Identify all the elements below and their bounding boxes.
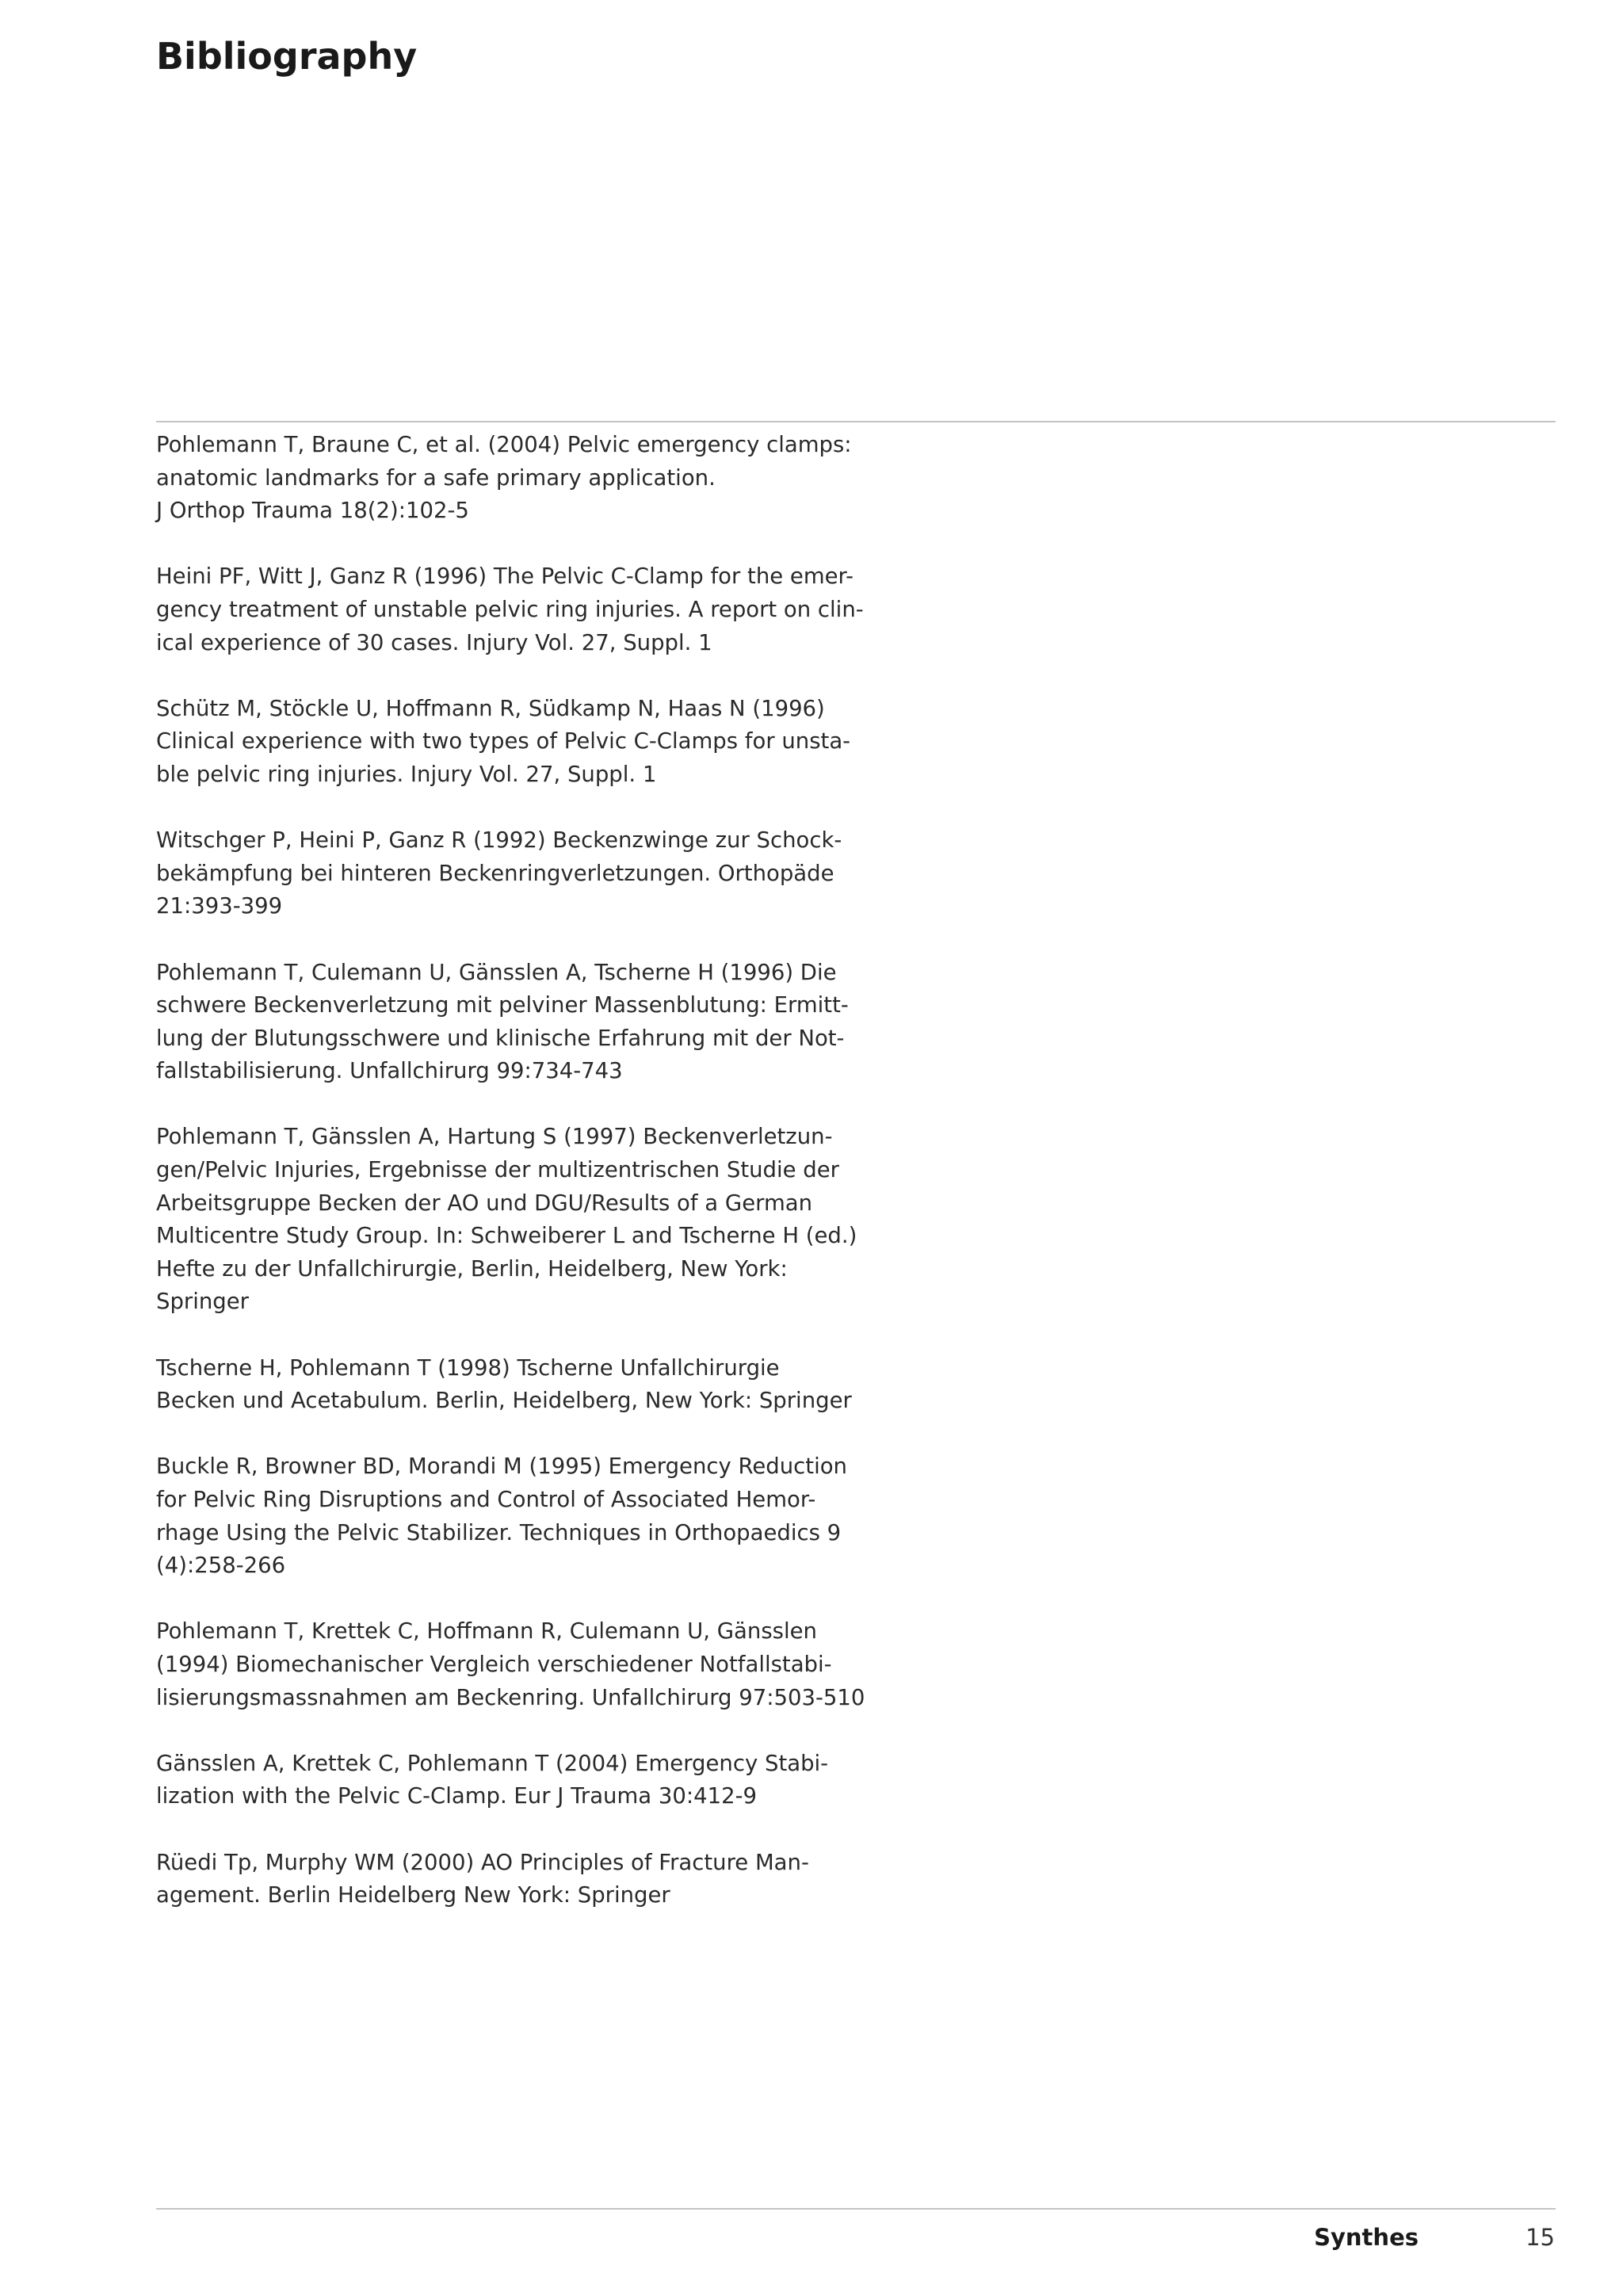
bibliography-entry [156, 1450, 869, 1582]
bibliography-entry-line: lization with the Pelvic C-Clamp. Eur J Trauma 30:412-9 [156, 1783, 758, 1809]
bibliography-entry-line: (4):258-266 [156, 1553, 286, 1579]
bibliography-entry-line: agement. Berlin Heidelberg New York: Springer [156, 1882, 670, 1908]
bibliography-entry-line: bekämpfung bei hinteren Beckenringverletzungen. Orthopäde [156, 860, 834, 886]
bibliography-entry-line: 21:393-399 [156, 893, 283, 919]
bibliography-list [156, 429, 869, 1945]
bibliography-entry-line: Schütz M, Stöckle U, Hoffmann R, Südkamp N, Haas N (1996) [156, 695, 825, 721]
bibliography-entry-line: Gänsslen A, Krettek C, Pohlemann T (2004) Emergency Stabi- [156, 1750, 829, 1776]
footer-brand: Synthes [1314, 2224, 1419, 2251]
bibliography-entry-line: gency treatment of unstable pelvic ring injuries. A report on clin- [156, 596, 864, 622]
bibliography-entry-line: Pohlemann T, Culemann U, Gänsslen A, Tscherne H (1996) Die [156, 959, 837, 985]
bibliography-entry-line: Multicentre Study Group. In: Schweiberer L and Tscherne H (ed.) [156, 1223, 857, 1249]
bibliography-entry [156, 1748, 869, 1813]
bibliography-entry [156, 957, 869, 1088]
bibliography-entry-line: for Pelvic Ring Disruptions and Control of Associated Hemor- [156, 1487, 816, 1512]
bibliography-entry-line: Witschger P, Heini P, Ganz R (1992) Beckenzwinge zur Schock- [156, 827, 842, 854]
bibliography-entry-line: rhage Using the Pelvic Stabilizer. Techniques in Orthopaedics 9 [156, 1519, 842, 1545]
bibliography-entry [156, 560, 869, 659]
bibliography-entry-line: fallstabilisierung. Unfallchirurg 99:734-743 [156, 1058, 623, 1084]
bibliography-entry-line: Arbeitsgruppe Becken der AO und DGU/Results of a German [156, 1190, 813, 1216]
bibliography-entry [156, 429, 869, 528]
bibliography-entry [156, 693, 869, 792]
bibliography-entry-line: Becken und Acetabulum. Berlin, Heidelberg, New York: Springer [156, 1388, 852, 1414]
page-number: 15 [1526, 2224, 1555, 2251]
bibliography-entry-line: ble pelvic ring injuries. Injury Vol. 27, Suppl. 1 [156, 761, 657, 787]
bibliography-entry-line: anatomic landmarks for a safe primary application. [156, 464, 716, 491]
bibliography-entry-line: Pohlemann T, Gänsslen A, Hartung S (1997) Beckenverletzun- [156, 1124, 833, 1150]
bottom-divider [156, 2208, 1556, 2210]
bibliography-entry-line: lisierungsmassnahmen am Beckenring. Unfallchirurg 97:503-510 [156, 1684, 865, 1710]
bibliography-entry [156, 1615, 869, 1714]
bibliography-entry [156, 824, 869, 923]
bibliography-entry [156, 1847, 869, 1912]
bibliography-entry-line: gen/Pelvic Injuries, Ergebnisse der multizentrischen Studie der [156, 1157, 839, 1183]
bibliography-entry [156, 1121, 869, 1319]
bibliography-entry-line: Springer [156, 1289, 249, 1315]
bibliography-entry-line: ical experience of 30 cases. Injury Vol. 27, Suppl. 1 [156, 629, 712, 655]
bibliography-entry-line: J Orthop Trauma 18(2):102-5 [156, 498, 469, 524]
bibliography-entry-line: lung der Blutungsschwere und klinische Erfahrung mit der Not- [156, 1025, 845, 1051]
top-divider [156, 421, 1556, 422]
bibliography-entry-line: Hefte zu der Unfallchirurgie, Berlin, Heidelberg, New York: [156, 1255, 788, 1282]
bibliography-entry [156, 1352, 869, 1418]
bibliography-entry-line: Tscherne H, Pohlemann T (1998) Tscherne Unfallchirurgie [156, 1354, 780, 1381]
bibliography-entry-line: Pohlemann T, Braune C, et al. (2004) Pelvic emergency clamps: [156, 432, 852, 457]
bibliography-entry-line: schwere Beckenverletzung mit pelviner Massenblutung: Ermitt- [156, 992, 849, 1018]
bibliography-entry-line: (1994) Biomechanischer Vergleich verschiedener Notfallstabi- [156, 1651, 832, 1677]
bibliography-entry-line: Buckle R, Browner BD, Morandi M (1995) Emergency Reduction [156, 1454, 847, 1480]
bibliography-entry-line: Heini PF, Witt J, Ganz R (1996) The Pelvic C-Clamp for the emer- [156, 563, 854, 590]
bibliography-entry-line: Rüedi Tp, Murphy WM (2000) AO Principles of Fracture Man- [156, 1849, 809, 1875]
page-title: Bibliography [156, 35, 418, 78]
bibliography-entry-line: Clinical experience with two types of Pelvic C-Clamps for unsta- [156, 728, 851, 755]
bibliography-entry-line: Pohlemann T, Krettek C, Hoffmann R, Culemann U, Gänsslen [156, 1618, 817, 1645]
